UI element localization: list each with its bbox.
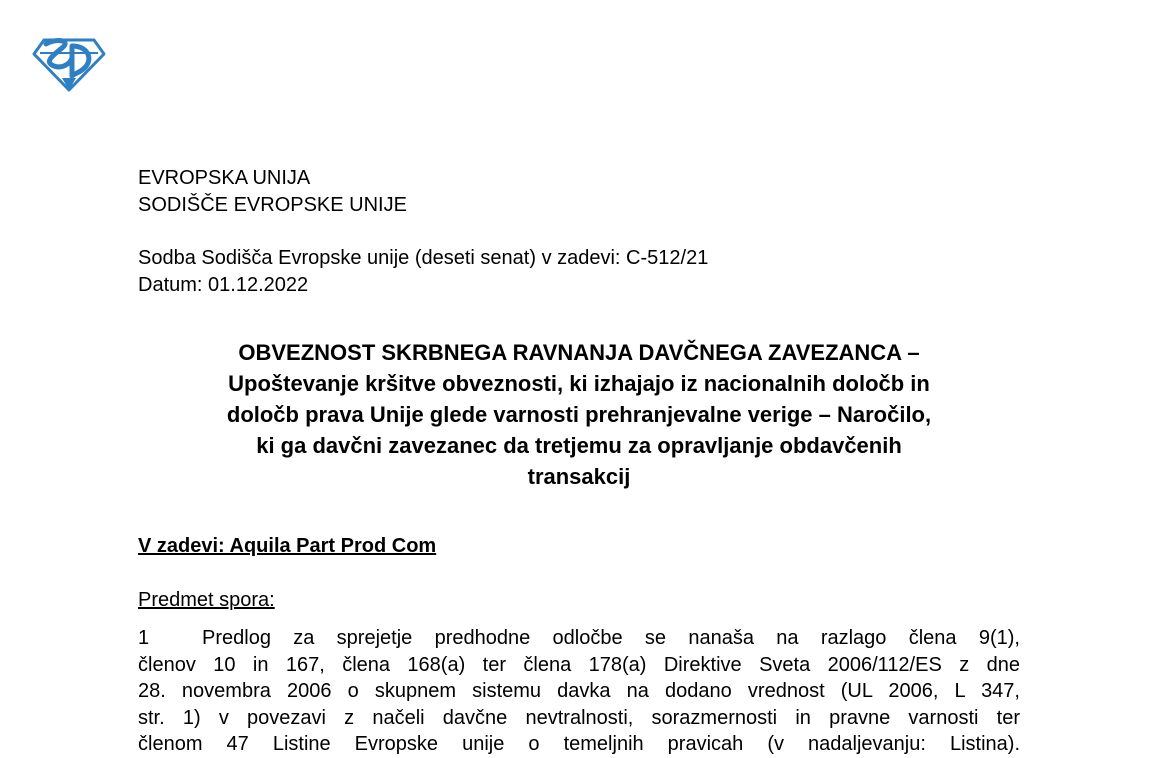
header-court: SODIŠČE EVROPSKE UNIJE [138, 194, 407, 216]
diamond-icon [34, 40, 104, 90]
paragraph-number: 1 [138, 627, 150, 649]
sd-logo [32, 36, 106, 92]
paragraph-line: str. 1) v povezavi z načeli davčne nevtralnosti, sorazmernosti in pravne varnosti ter [138, 706, 1020, 729]
document-heading [138, 337, 1020, 492]
paragraph-text: Predlog za sprejetje predhodne odločbe se nanaša na razlago člena 9(1), [202, 627, 1020, 649]
paragraph-line: 28. novembra 2006 o skupnem sistemu davka na dodano vrednost (UL 2006, L 347, [138, 680, 1020, 702]
subject-label: Predmet spora: [138, 589, 275, 611]
paragraph-line: členom 47 Listine Evropske unije o temeljnih pravicah (v nadaljevanju: Listina). [138, 733, 1020, 755]
heading-line: določb prava Unije glede varnosti prehranjevalne verige – Naročilo, [226, 402, 932, 427]
paragraph-1 [138, 625, 1020, 758]
case-date: Datum: 01.12.2022 [138, 274, 309, 296]
heading-line: Upoštevanje kršitve obveznosti, ki izhajajo iz nacionalnih določb in [228, 371, 930, 396]
heading-line: ki ga davčni zavezanec da tretjemu za opravljanje obdavčenih [256, 433, 902, 458]
heading-line: OBVEZNOST SKRBNEGA RAVNANJA DAVČNEGA ZAVEZANCA – [238, 340, 920, 365]
header-eu: EVROPSKA UNIJA [138, 167, 311, 189]
paragraph-line [138, 625, 1020, 652]
case-title: Sodba Sodišča Evropske unije (deseti senat) v zadevi: C-512/21 [138, 247, 709, 269]
paragraph-line: členov 10 in 167, člena 168(a) ter člena 178(a) Direktive Sveta 2006/112/ES z dne [138, 653, 1020, 676]
heading-line: transakcij [527, 464, 631, 489]
matter-label: V zadevi: Aquila Part Prod Com [138, 535, 437, 557]
